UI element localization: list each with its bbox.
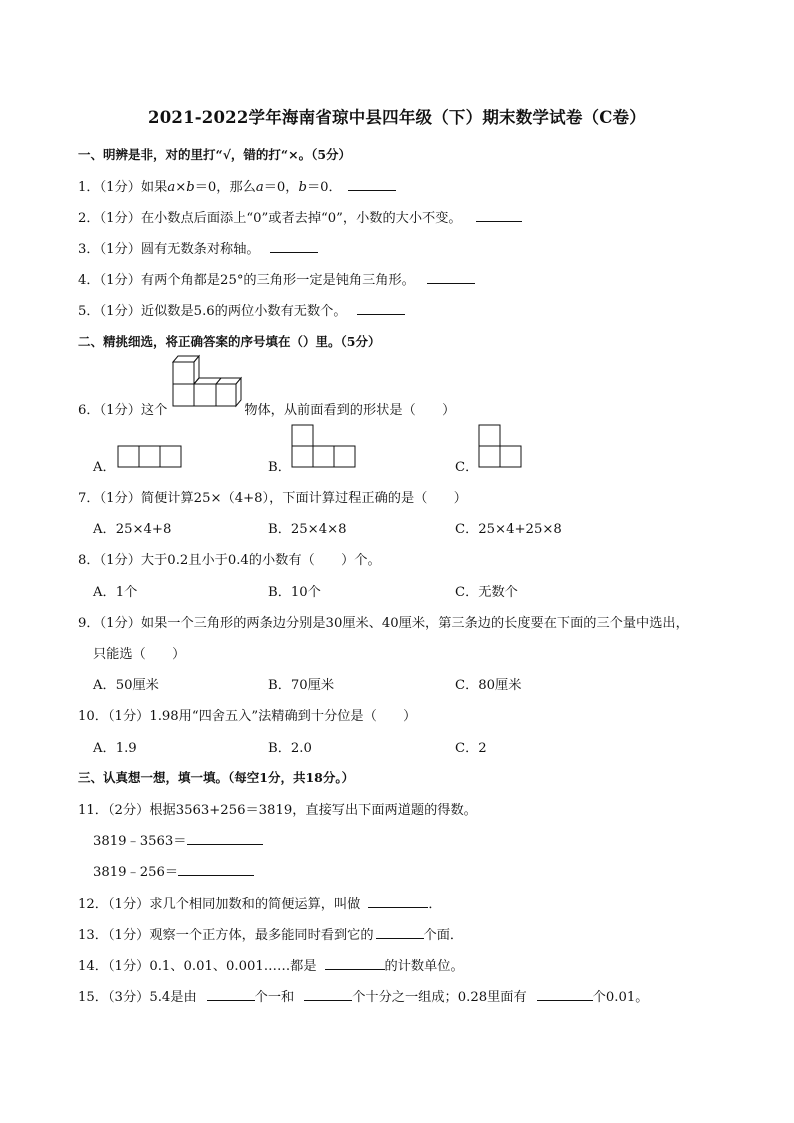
q6-text-pre: 6．（1分）这个 <box>78 403 168 418</box>
q3-answer-blank[interactable] <box>270 240 318 253</box>
question-6-stem <box>78 399 455 418</box>
q5-answer-blank[interactable] <box>357 302 405 315</box>
question-9-stem: 9．（1分）如果一个三角形的两条边分别是30厘米、40厘米，第三条边的长度要在下面的三个量中选出， <box>78 616 689 631</box>
section-1-heading: 一、明辨是非，对的里打“√，错的打“×。（5分） <box>78 147 352 162</box>
q2-text: 2．（1分）在小数点后面添上“0”或者去掉“0”，小数的大小不变。 <box>78 211 462 226</box>
q15-answer-blank-1[interactable] <box>207 988 255 1001</box>
q1-var-a2: a <box>255 180 264 195</box>
q1-var-a: a <box>167 180 176 195</box>
q6-cube-solid-figure <box>168 352 248 412</box>
q1-answer-blank[interactable] <box>348 178 396 191</box>
q13-text-pre: 13．（1分）观察一个正方体，最多能同时看到它的 <box>78 928 374 943</box>
question-8-stem: 8．（1分）大于0.2且小于0.4的小数有（ ）个。 <box>78 553 381 568</box>
q13-text-post: 个面． <box>423 928 464 943</box>
q12-text-pre: 12．（1分）求几个相同加数和的简便运算，叫做 <box>78 897 361 912</box>
question-4 <box>78 269 475 288</box>
q9-option-b[interactable]: B．70厘米 <box>268 678 335 693</box>
q8-option-b[interactable]: B．10个 <box>268 585 321 600</box>
q9-option-a[interactable]: A．50厘米 <box>93 678 159 693</box>
q1-text-end: ＝0． <box>306 180 342 195</box>
q4-answer-blank[interactable] <box>427 271 475 284</box>
question-10-stem: 10．（1分）1.98用“四舍五入”法精确到十分位是（ ） <box>78 709 417 724</box>
q10-option-b[interactable]: B．2.0 <box>268 741 312 756</box>
q14-text-pre: 14．（1分）0.1、0.01、0.001……都是 <box>78 959 317 974</box>
q15-text-pre: 15．（3分）5.4是由 <box>78 990 197 1005</box>
q7-option-b[interactable]: B．25×4×8 <box>268 522 347 537</box>
q2-answer-blank[interactable] <box>476 209 522 222</box>
q11-equation-1 <box>93 830 263 849</box>
question-7-stem: 7．（1分）简便计算25×（4+8），下面计算过程正确的是（ ） <box>78 491 467 506</box>
question-15 <box>78 986 648 1005</box>
section-2-heading: 二、精挑细选，将正确答案的序号填在（）里。（5分） <box>78 334 381 349</box>
q7-option-a[interactable]: A．25×4+8 <box>93 522 172 537</box>
question-11-stem: 11．（2分）根据3563+256＝3819，直接写出下面两道题的得数。 <box>78 803 477 818</box>
question-12 <box>78 893 442 912</box>
q1-text-mid2: ＝0， <box>263 180 299 195</box>
q11-equation-2 <box>93 861 254 880</box>
q4-text: 4．（1分）有两个角都是25°的三角形一定是钝角三角形。 <box>78 273 415 288</box>
question-9-stem-continued: 只能选（ ） <box>93 647 186 662</box>
q14-answer-blank[interactable] <box>325 957 385 970</box>
q11-answer-blank-1[interactable] <box>187 832 263 845</box>
q15-text-mid-2: 个十分之一组成；0.28里面有 <box>352 990 527 1005</box>
q11-equation-2-text: 3819﹣256＝ <box>93 865 179 880</box>
q7-option-c[interactable]: C．25×4+25×8 <box>455 522 562 537</box>
q14-text-post: 的计数单位。 <box>384 959 464 974</box>
q1-text-pre: 1．（1分）如果 <box>78 180 168 195</box>
q8-option-a[interactable]: A．1个 <box>93 585 138 600</box>
q5-text: 5．（1分）近似数是5.6的两位小数有无数个。 <box>78 304 347 319</box>
q8-option-c[interactable]: C．无数个 <box>455 585 518 600</box>
q3-text: 3．（1分）圆有无数条对称轴。 <box>78 242 260 257</box>
q12-text-post: ． <box>428 897 442 912</box>
question-1 <box>78 176 396 195</box>
q6-text-post: 物体，从前面看到的形状是（ ） <box>244 403 456 418</box>
q1-var-b2: b <box>298 180 307 195</box>
q11-equation-1-text: 3819﹣3563＝ <box>93 834 187 849</box>
exam-title: 2021-2022学年海南省琼中县四年级（下）期末数学试卷（C卷） <box>148 108 646 127</box>
q6-option-c[interactable]: C． <box>455 460 479 475</box>
q6-option-a[interactable]: A． <box>93 460 116 475</box>
q11-answer-blank-2[interactable] <box>178 863 254 876</box>
q15-answer-blank-3[interactable] <box>537 988 593 1001</box>
q1-var-b: b <box>186 180 195 195</box>
q15-answer-blank-2[interactable] <box>304 988 352 1001</box>
q6-option-b[interactable]: B． <box>268 460 291 475</box>
q6-option-b-shape <box>291 424 359 470</box>
question-5 <box>78 300 405 319</box>
section-3-heading: 三、认真想一想，填一填。（每空1分，共18分。） <box>78 770 355 785</box>
q12-answer-blank[interactable] <box>368 895 428 908</box>
q6-option-c-shape <box>478 424 524 470</box>
q10-option-c[interactable]: C．2 <box>455 741 487 756</box>
question-14 <box>78 955 464 974</box>
q9-option-c[interactable]: C．80厘米 <box>455 678 522 693</box>
q15-text-post: 个0.01。 <box>592 990 649 1005</box>
question-13 <box>78 924 463 943</box>
question-2 <box>78 207 522 226</box>
q15-text-mid-1: 个一和 <box>254 990 295 1005</box>
q10-option-a[interactable]: A．1.9 <box>93 741 137 756</box>
question-3 <box>78 238 318 257</box>
q13-answer-blank[interactable] <box>376 926 424 939</box>
q6-option-a-shape <box>117 445 185 469</box>
q1-text-mid1: ＝0，那么 <box>194 180 256 195</box>
q1-times: × <box>175 180 187 195</box>
